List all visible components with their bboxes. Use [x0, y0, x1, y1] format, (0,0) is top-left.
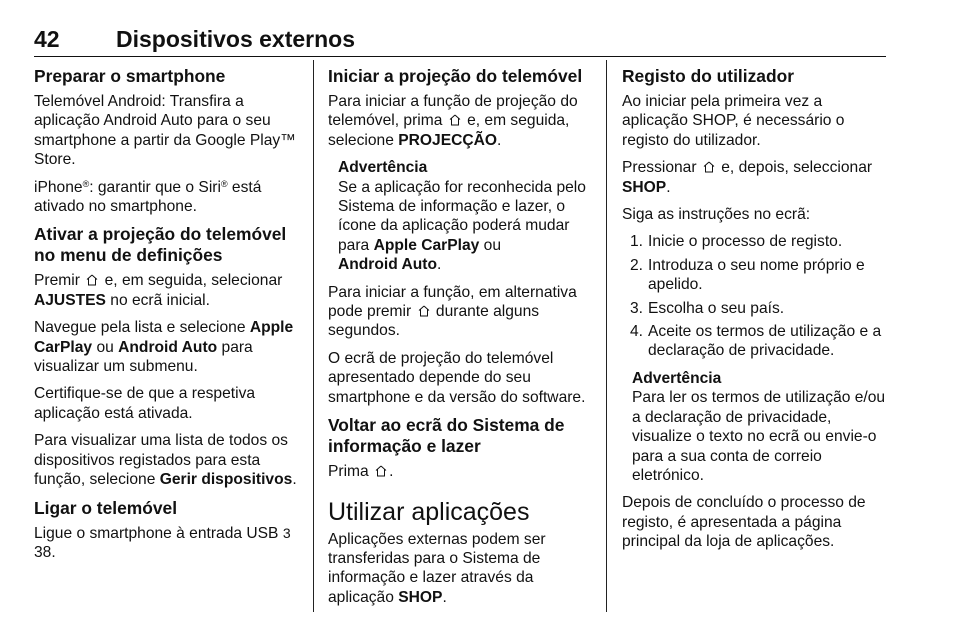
paragraph-aplicacoes — [328, 530, 594, 608]
column-3 — [622, 60, 890, 560]
text: e, em seguida, selecione — [328, 112, 570, 149]
list-item — [622, 232, 890, 251]
bold-text: AJUSTES — [34, 291, 106, 309]
paragraph-navegue — [34, 318, 302, 376]
heading-ativar: Ativar a projeção do telemóvel no menu de definições — [34, 224, 287, 266]
header-rule — [34, 56, 886, 57]
bold-text: Android Auto — [338, 256, 438, 274]
text: . — [666, 178, 671, 196]
heading-registo: Registo do utilizador — [622, 66, 794, 86]
text: está ativado no smartphone. — [34, 178, 262, 216]
text: para visualizar um submenu. — [34, 338, 253, 376]
paragraph-android: Telemóvel Android: Transfira a aplicação Android Auto para o seu smartphone a partir da Google Play™ Store. — [34, 93, 296, 169]
text: . — [389, 463, 394, 481]
text: e, depois, seleccionar — [721, 159, 873, 177]
column-divider — [606, 60, 607, 612]
text: e, em seguida, selecionar — [104, 272, 283, 290]
paragraph-iniciar — [328, 92, 594, 150]
step-text: Inicie o processo de registo. — [648, 233, 843, 251]
paragraph-iniciar-shop: Ao iniciar pela primeira vez a aplicação SHOP, é necessário o registo do utilizador. — [622, 93, 845, 149]
registered-mark: ® — [82, 178, 90, 189]
text: durante alguns segundos. — [328, 303, 540, 340]
text: iPhone — [34, 178, 83, 196]
heading-voltar: Voltar ao ecrã do Sistema de informação e lazer — [328, 415, 565, 457]
paragraph-lista — [34, 431, 302, 489]
text: Premir — [34, 272, 80, 290]
note-box — [338, 158, 594, 274]
page-header — [34, 26, 886, 52]
text: Ligue o smartphone à entrada USB — [34, 524, 279, 542]
list-item — [622, 322, 890, 361]
text: . — [497, 131, 502, 149]
paragraph-iphone — [34, 178, 302, 217]
paragraph-prima — [328, 462, 594, 481]
page-title: Dispositivos externos — [116, 26, 356, 52]
text: Para ler os termos de utilização e/ou a declaração de privacidade, visualize o texto no ecrã ou envie-o para a sua conta de correio eletrónico. — [632, 389, 886, 484]
text: 38. — [34, 543, 56, 561]
text: : garantir que o Siri — [89, 178, 221, 196]
paragraph-premir — [34, 271, 302, 310]
column-divider — [313, 60, 314, 612]
list-item — [622, 256, 890, 295]
paragraph-alternativa — [328, 283, 594, 341]
text: Aplicações externas podem ser transferidas para o Sistema de informação e lazer através da aplicação — [328, 530, 546, 606]
heading-ligar: Ligar o telemóvel — [34, 497, 178, 518]
text: ou — [96, 338, 114, 356]
step-number: 2. — [630, 256, 644, 274]
heading-iniciar: Iniciar a projeção do telemóvel — [328, 66, 583, 86]
registered-mark: ® — [220, 178, 228, 189]
paragraph-certifique: Certifique-se de que a respetiva aplicação está ativada. — [34, 385, 256, 422]
paragraph-ligue — [34, 524, 302, 563]
text: Se a aplicação for reconhecida pelo Sistema de informação e lazer, o ícone da aplicação poderá mudar para — [338, 178, 586, 254]
column-1 — [34, 60, 302, 570]
bold-text: Apple CarPlay — [34, 319, 294, 356]
page-number: 42 — [34, 26, 60, 52]
heading-utilizar: Utilizar aplicações — [328, 497, 530, 526]
text: . — [437, 256, 442, 274]
text: Prima — [328, 463, 369, 481]
home-icon — [703, 161, 715, 173]
cross-reference-arrow-icon: 3 — [282, 524, 291, 541]
text: Navegue pela lista e selecione — [34, 319, 246, 337]
column-2 — [328, 60, 594, 615]
bold-text: Android Auto — [118, 338, 218, 356]
step-text: Introduza o seu nome próprio e apelido. — [648, 256, 865, 294]
text: Para visualizar uma lista de todos os dispositivos registados para esta função, selecione — [34, 432, 288, 489]
home-icon — [449, 114, 461, 126]
list-item — [622, 299, 890, 318]
home-icon — [86, 274, 98, 286]
text: Para iniciar a função de projeção do telemóvel, prima — [328, 93, 578, 130]
home-icon — [418, 305, 430, 317]
heading-preparar: Preparar o smartphone — [34, 66, 226, 86]
text: Pressionar — [622, 159, 697, 177]
text: ou — [483, 236, 501, 254]
bold-text: Apple CarPlay — [373, 236, 480, 254]
step-number: 4. — [630, 323, 644, 341]
note-box — [632, 369, 890, 485]
bold-text: Gerir dispositivos — [159, 471, 293, 489]
paragraph-pressionar — [622, 158, 890, 197]
paragraph-ecra: O ecrã de projeção do telemóvel apresentado depende do seu smartphone e da versão do software. — [328, 349, 586, 406]
step-number: 1. — [630, 233, 644, 251]
home-icon — [375, 465, 387, 477]
instruction-list — [622, 232, 890, 360]
note-title: Advertência — [632, 369, 722, 387]
bold-text: SHOP — [622, 178, 667, 196]
step-text: Escolha o seu país. — [648, 299, 785, 317]
bold-text: PROJECÇÃO — [398, 131, 498, 149]
text: Para iniciar a função, em alternativa pode premir — [328, 283, 577, 321]
text: no ecrã inicial. — [110, 291, 210, 309]
step-text: Aceite os termos de utilização e a declaração de privacidade. — [648, 323, 882, 360]
paragraph-siga: Siga as instruções no ecrã: — [622, 206, 811, 224]
text: . — [292, 471, 297, 489]
text: . — [442, 588, 447, 606]
bold-text: SHOP — [398, 588, 443, 606]
step-number: 3. — [630, 299, 644, 317]
paragraph-depois: Depois de concluído o processo de registo, é apresentada a página principal da loja de aplicações. — [622, 494, 866, 551]
note-title: Advertência — [338, 159, 428, 177]
